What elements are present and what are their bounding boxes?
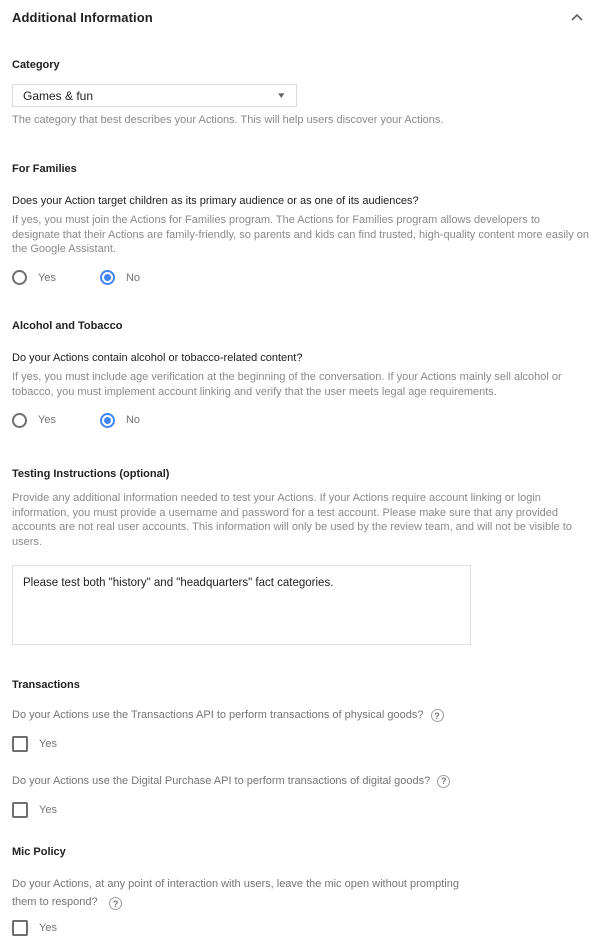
for-families-helper-text: If yes, you must join the Actions for Families program. The Actions for Families program allows developers to designate that their Actions are family-friendly, so parents and kids can find trusted, high-quality content more easily on the Google Assistant.	[12, 213, 589, 256]
radio-label: Yes	[38, 414, 56, 427]
testing-instructions-helper-text: Provide any additional information needed to test your Actions. If your Actions require account linking or login information, you must provide a username and password for a test account. Please make sure that any provided accounts are not real user accounts. This information will only be used by the review team, and will not be visible to users.	[12, 491, 572, 549]
transactions-question-digital	[12, 774, 590, 789]
mic-policy-question: Do your Actions, at any point of interaction with users, leave the mic open without prompting them to respond?	[12, 877, 459, 908]
category-select[interactable]	[12, 84, 297, 107]
radio-label: No	[125, 414, 141, 427]
help-icon[interactable]: ?	[437, 775, 450, 788]
testing-instructions-input[interactable]	[12, 565, 471, 645]
mic-policy-question-row	[12, 874, 484, 910]
mic-policy-checkbox-row[interactable]	[12, 920, 590, 936]
help-icon[interactable]: ?	[109, 897, 122, 910]
radio-icon[interactable]	[12, 270, 27, 285]
transactions-heading: Transactions	[12, 679, 80, 692]
checkbox-label: Yes	[39, 921, 57, 934]
for-families-radio-group	[12, 270, 590, 285]
alcohol-tobacco-helper-text: If yes, you must include age verification at the beginning of the conversation. If your Actions mainly sell alcohol or tobacco, you must implement account linking and verify that the user meets legal age requirements.	[12, 371, 562, 398]
checkbox-label: Yes	[39, 737, 57, 750]
checkbox-icon[interactable]	[12, 920, 28, 936]
transactions-physical-checkbox-row[interactable]	[12, 736, 590, 752]
alcohol-tobacco-radio-no[interactable]	[100, 413, 140, 428]
radio-icon[interactable]	[100, 270, 115, 285]
alcohol-tobacco-radio-yes[interactable]	[12, 413, 56, 428]
transactions-digital-checkbox-row[interactable]	[12, 802, 590, 818]
mic-policy-heading: Mic Policy	[12, 845, 66, 858]
checkbox-label: Yes	[39, 803, 57, 816]
dropdown-arrow-icon: ▾	[278, 90, 285, 100]
alcohol-tobacco-heading: Alcohol and Tobacco	[12, 320, 123, 333]
radio-icon[interactable]	[100, 413, 115, 428]
category-helper-text: The category that best describes your Actions. This will help users discover your Actions.	[12, 114, 444, 126]
section-header	[12, 10, 590, 25]
alcohol-tobacco-radio-group	[12, 413, 590, 428]
alcohol-tobacco-question: Do your Actions contain alcohol or tobacco-related content?	[12, 352, 303, 365]
category-selected-value: Games & fun	[23, 88, 94, 103]
radio-label: Yes	[38, 271, 56, 284]
testing-instructions-heading: Testing Instructions (optional)	[12, 467, 170, 480]
for-families-heading: For Families	[12, 162, 77, 175]
for-families-question: Does your Action target children as its primary audience or as one of its audiences?	[12, 194, 419, 207]
chevron-up-icon[interactable]	[570, 11, 584, 25]
help-icon[interactable]: ?	[431, 709, 444, 722]
transactions-question-physical	[12, 708, 590, 723]
question-text: Do your Actions use the Transactions API to perform transactions of physical goods?	[12, 709, 424, 722]
page-title: Additional Information	[12, 10, 153, 25]
checkbox-icon[interactable]	[12, 802, 28, 818]
for-families-radio-no[interactable]	[100, 270, 140, 285]
radio-label: No	[125, 271, 141, 284]
category-label: Category	[12, 59, 60, 71]
radio-icon[interactable]	[12, 413, 27, 428]
question-text: Do your Actions use the Digital Purchase API to perform transactions of digital goods?	[12, 774, 431, 787]
checkbox-icon[interactable]	[12, 736, 28, 752]
for-families-radio-yes[interactable]	[12, 270, 56, 285]
